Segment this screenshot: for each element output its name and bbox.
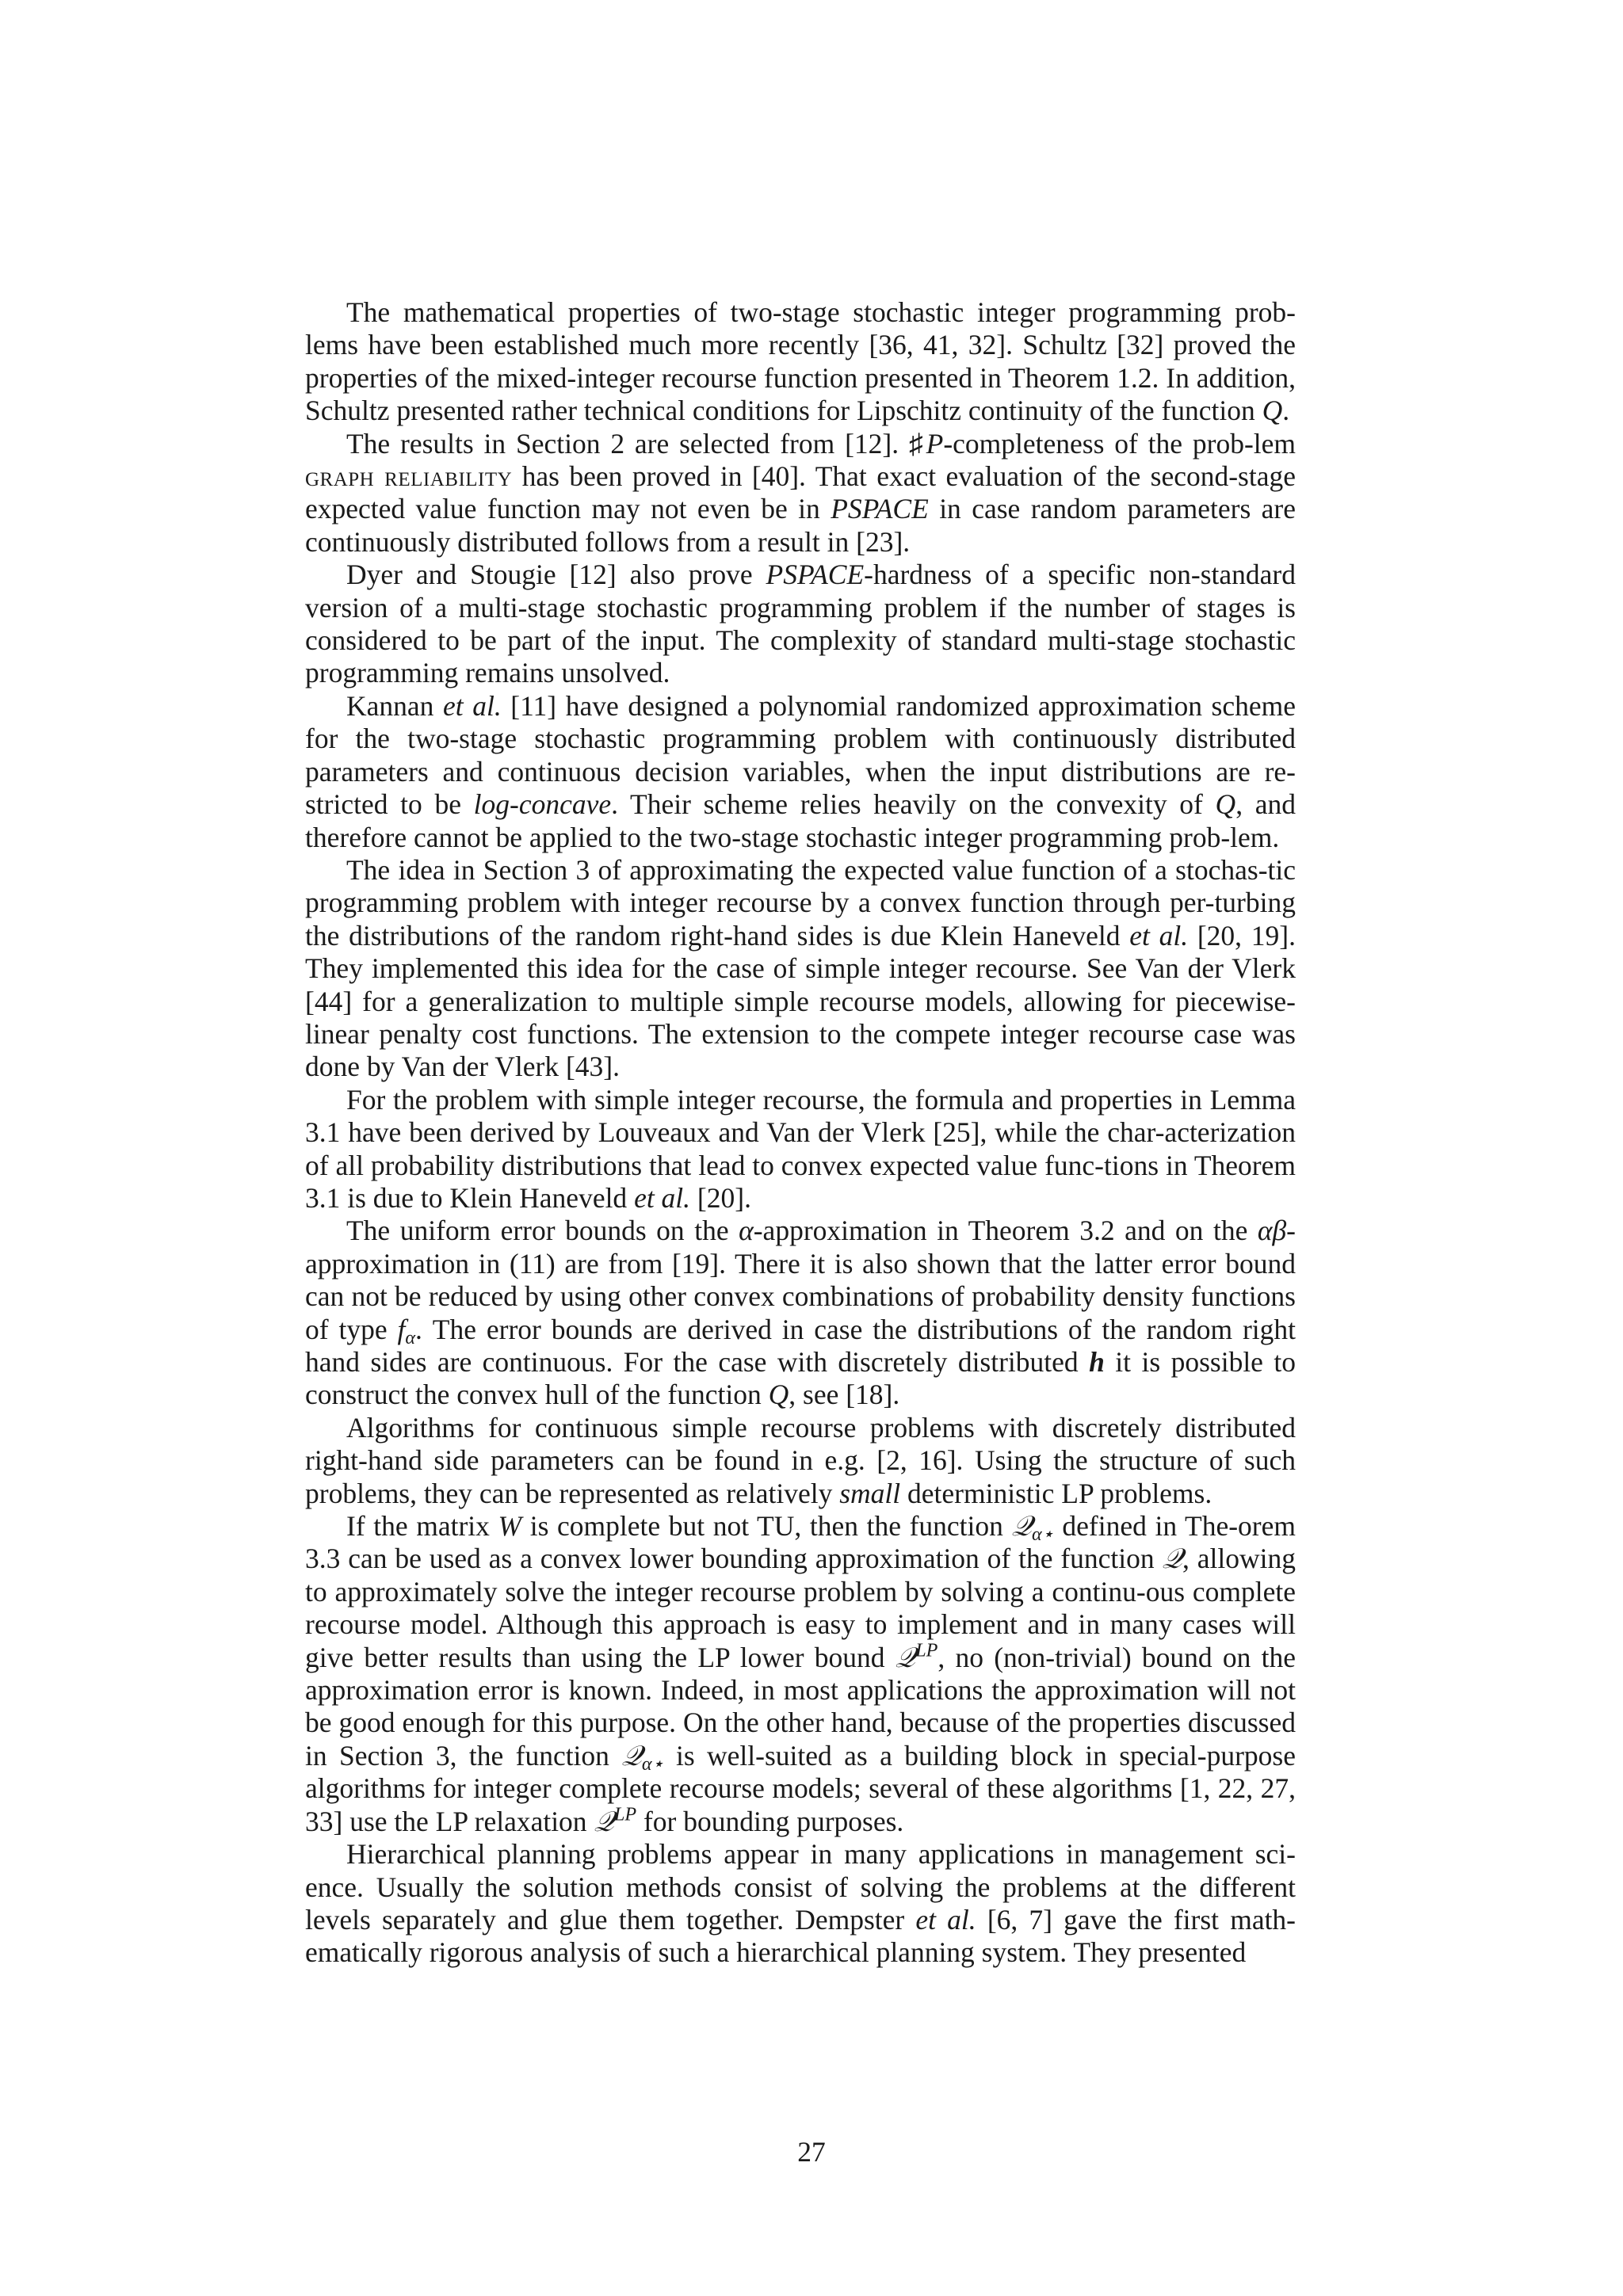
emphasis: 𝒬	[1162, 1543, 1183, 1575]
bold-symbol: h	[1089, 1346, 1105, 1378]
paragraph: For the problem with simple integer recourse, the formula and properties in Lemma 3.1 have been derived by Louveaux and Van der Vlerk [25], while the char-acterization of all probability distributions that lead to convex expected value func-tions in Theorem 3.1 is due to Klein Haneveld et al. [20].	[305, 1083, 1296, 1214]
emphasis: f	[397, 1313, 406, 1345]
emphasis: Q	[1262, 395, 1283, 427]
small-caps-term: graph reliability	[305, 460, 513, 493]
emphasis: log-concave	[473, 788, 612, 821]
emphasis: et al.	[443, 689, 502, 722]
paragraph: The idea in Section 3 of approximating the expected value function of a stochas-tic programming problem with integer recourse by a convex function through per-turbing the distributions of the random right-hand sides is due Klein Haneveld et al. [20, 19]. They implemented this idea for the case of simple integer recourse. See Van der Vlerk [44] for a generalization to multiple simple recourse models, allowing for piecewise-linear penalty cost functions. The extension to the compete integer recourse case was done by Van der Vlerk [43].	[305, 853, 1296, 1083]
paragraph: Algorithms for continuous simple recourse problems with discretely distributed right-hand side parameters can be found in e.g. [2, 16]. Using the structure of such problems, they can be represented as relatively small deterministic LP problems.	[305, 1411, 1296, 1509]
emphasis: 𝒬	[594, 1805, 614, 1837]
paragraph: The results in Section 2 are selected from [12]. ♯P-completeness of the prob-lem graph reliability has been proved in [40]. That exact evaluation of the second-stage expected value function may not even be in PSPACE in case random parameters are continuously distributed follows from a result in [23].	[305, 427, 1296, 558]
emphasis: αβ	[1257, 1215, 1287, 1247]
paragraph: Dyer and Stougie [12] also prove PSPACE-hardness of a specific non-standard version of a multi-stage stochastic programming problem if the number of stages is considered to be part of the input. The complexity of standard multi-stage stochastic programming remains unsolved.	[305, 559, 1296, 689]
emphasis: P	[926, 427, 944, 460]
paragraph: Hierarchical planning problems appear in many applications in management sci-ence. Usually the solution methods consist of solving the problems at the different levels separately and glue them together. Dempster et al. [6, 7] gave the first math-ematically rigorous analysis of such a hierarchical planning system. They presented	[305, 1838, 1296, 1969]
emphasis: et al.	[1129, 919, 1189, 952]
paragraph: If the matrix W is complete but not TU, then the function 𝒬$_{\alpha⋆}$ defined in The-orem 3.3 can be used as a convex lower bounding approximation of the function 𝒬, allowing to approximately solve the integer recourse problem by solving a continu-ous complete recourse model. Although this approach is easy to implement and in many cases will give better results than using the LP lower bound 𝒬$^{LP}$, no (non-trivial) bound on the approximation error is known. Indeed, in most applications the approximation will not be good enough for this purpose. On the other hand, because of the properties discussed in Section 3, the function 𝒬$_{\alpha⋆}$ is well-suited as a building block in special-purpose algorithms for integer complete recourse models; several of these algorithms [1, 22, 27, 33] use the LP relaxation 𝒬$^{LP}$ for bounding purposes.	[305, 1510, 1296, 1837]
subscript: α	[405, 1326, 416, 1348]
subscript: α⋆	[641, 1753, 664, 1775]
emphasis: α	[739, 1215, 754, 1247]
emphasis: 𝒬	[621, 1739, 642, 1772]
emphasis: et al.	[915, 1903, 976, 1936]
page-number: 27	[797, 2136, 826, 2168]
superscript: LP	[613, 1803, 637, 1825]
emphasis: PSPACE	[766, 559, 865, 591]
emphasis: 𝒬	[1011, 1510, 1033, 1543]
emphasis: et al.	[634, 1181, 691, 1214]
emphasis: Q	[1215, 788, 1236, 821]
emphasis: W	[498, 1510, 522, 1543]
emphasis: Q	[768, 1379, 789, 1411]
paragraph: The mathematical properties of two-stage stochastic integer programming prob-lems have been established much more recently [36, 41, 32]. Schultz [32] proved the properties of the mixed-integer recourse function presented in Theorem 1.2. In addition, Schultz presented rather technical conditions for Lipschitz continuity of the function Q.	[305, 296, 1296, 427]
body-text	[305, 296, 1296, 1970]
paragraph: Kannan et al. [11] have designed a polynomial randomized approximation scheme for the two-stage stochastic programming problem with continuously distributed parameters and continuous decision variables, when the input distributions are re-stricted to be log-concave. Their scheme relies heavily on the convexity of Q, and therefore cannot be applied to the two-stage stochastic integer programming prob-lem.	[305, 689, 1296, 853]
emphasis: 𝒬	[895, 1641, 916, 1673]
emphasis: PSPACE	[831, 493, 929, 525]
paragraph: The uniform error bounds on the α-approximation in Theorem 3.2 and on the αβ-approximation in (11) are from [19]. There it is also shown that the latter error bound can not be reduced by using other convex combinations of probability density functions of type $f_\alpha$. The error bounds are derived in case the distributions of the random right hand sides are continuous. For the case with discretely distributed h it is possible to construct the convex hull of the function Q, see [18].	[305, 1215, 1296, 1411]
emphasis: small	[839, 1477, 901, 1509]
superscript: LP	[915, 1639, 938, 1661]
subscript: α⋆	[1032, 1524, 1054, 1546]
